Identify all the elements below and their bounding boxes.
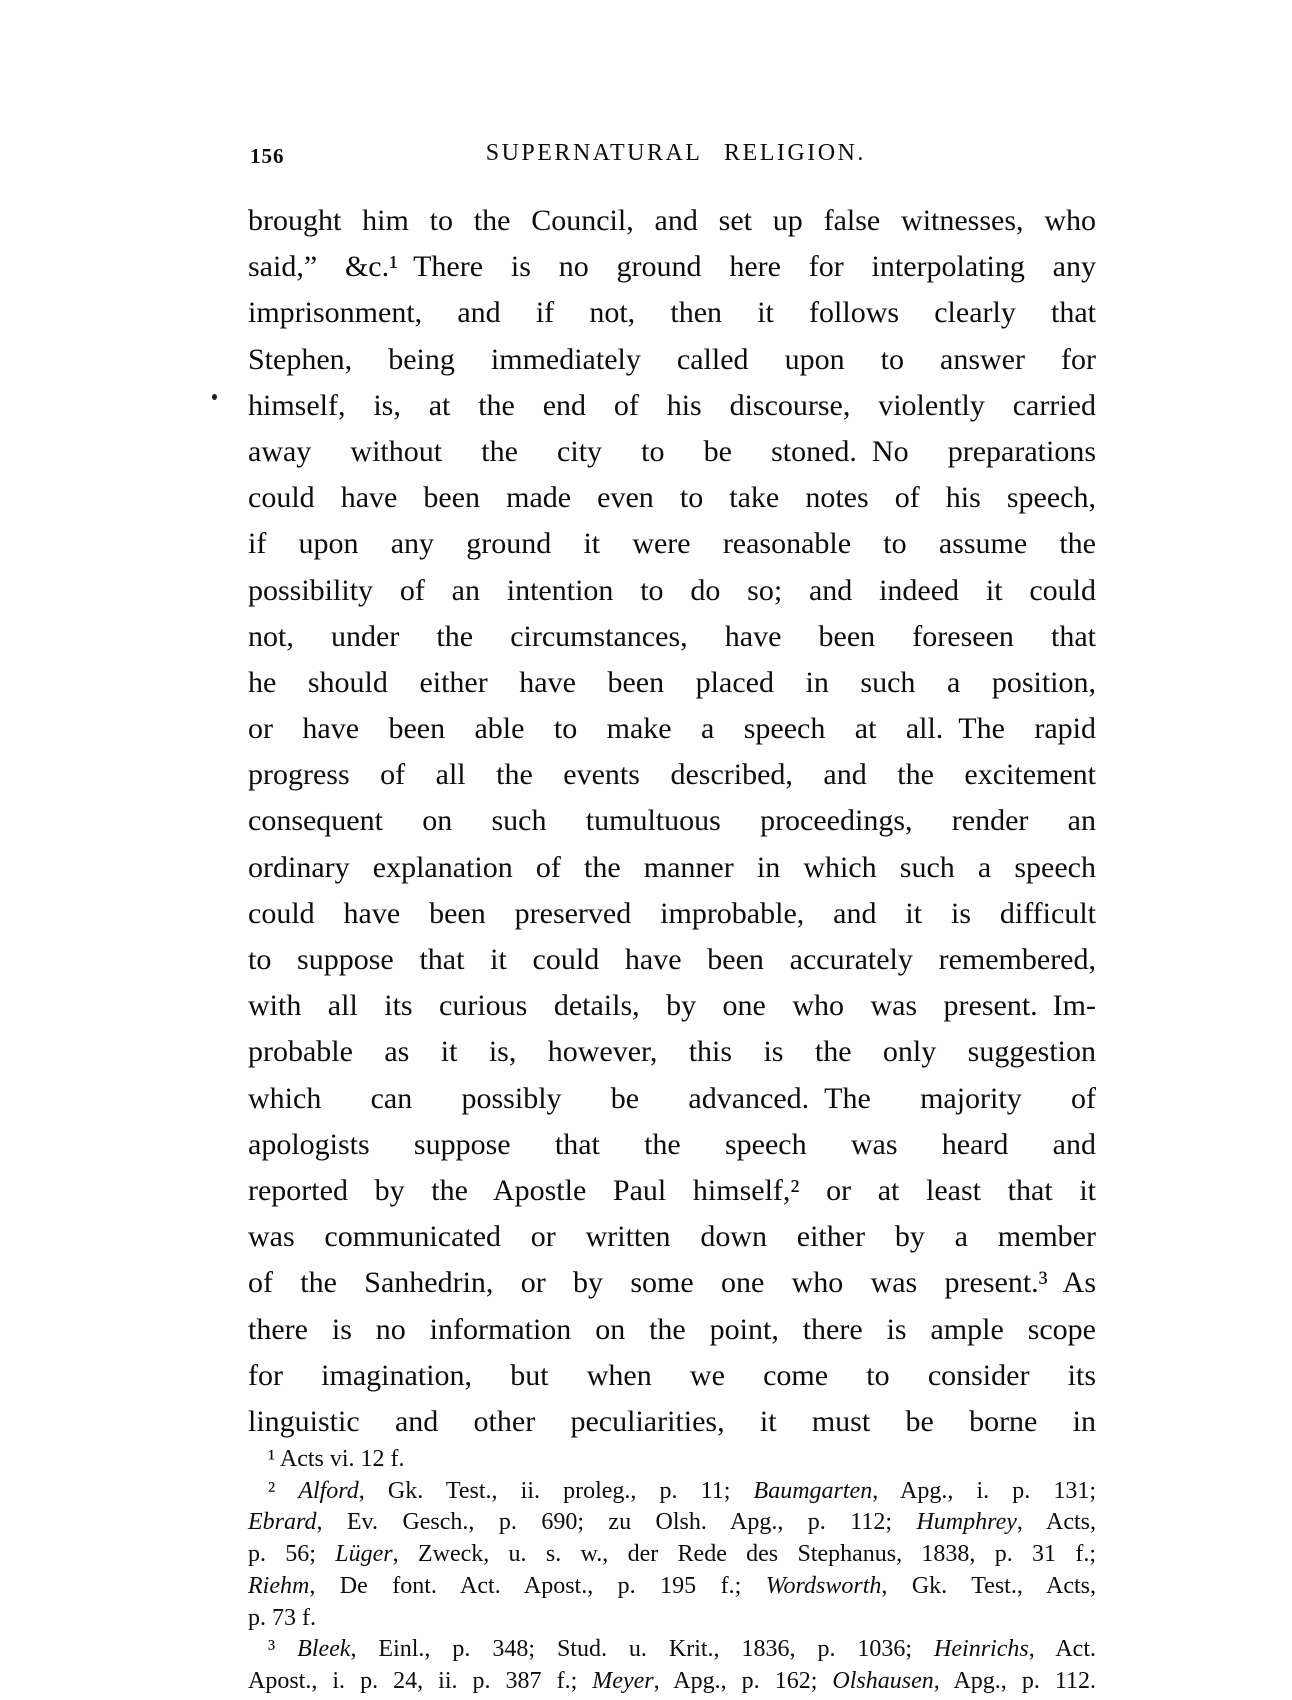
- body-line: said,” &c.¹ There is no ground here for interpolating any: [248, 250, 1096, 284]
- footnotes: [248, 1444, 1096, 1698]
- body-line: he should either have been placed in such a position,: [248, 665, 1096, 699]
- body-line: apologists suppose that the speech was heard and: [248, 1127, 1096, 1161]
- footnote-text: , Gk. Test., Acts,: [881, 1572, 1096, 1599]
- footnote-text: , Ev. Gesch., p. 690; zu Olsh. Apg., p. 112;: [316, 1509, 917, 1536]
- footnote-line: [248, 1666, 1096, 1698]
- footnote-text: , Apg., p. 112.: [933, 1667, 1096, 1694]
- body-line: with all its curious details, by one who was present. Im-: [248, 989, 1096, 1023]
- footnote-line: [248, 1603, 1096, 1635]
- body-line: there is no information on the point, there is ample scope: [248, 1312, 1096, 1346]
- footnote-line: [248, 1476, 1096, 1508]
- body-line: to suppose that it could have been accurately remembered,: [248, 943, 1096, 976]
- footnote-line: [248, 1507, 1096, 1539]
- footnote-text: ¹ Acts vi. 12 f.: [268, 1446, 405, 1472]
- body-line: consequent on such tumultuous proceedings, render an: [248, 804, 1096, 838]
- footnote-author-name: Lüger: [335, 1541, 393, 1568]
- footnote-text: , De font. Act. Apost., p. 195 f.;: [309, 1572, 766, 1599]
- running-head-title: SUPERNATURAL RELIGION.: [485, 140, 866, 166]
- body-line: could have been made even to take notes of his speech,: [248, 481, 1096, 515]
- footnote-author-name: Alford: [298, 1477, 359, 1504]
- footnote-author-name: Humphrey: [916, 1509, 1017, 1536]
- body-line: himself, is, at the end of his discourse, violently carried: [248, 388, 1096, 422]
- body-line: linguistic and other peculiarities, it must be borne in: [248, 1404, 1096, 1438]
- footnote-line: [248, 1539, 1096, 1571]
- footnote-text: ³: [268, 1636, 298, 1663]
- footnote-author-name: Riehm: [248, 1572, 310, 1599]
- footnote-author-name: Baumgarten: [753, 1477, 873, 1504]
- body-line: which can possibly be advanced. The majority of: [248, 1081, 1096, 1115]
- footnote-text: , Apg., i. p. 131;: [872, 1477, 1097, 1504]
- footnote-2: [248, 1476, 1096, 1635]
- footnote-author-name: Bleek: [297, 1636, 351, 1663]
- page-number: 156: [250, 144, 285, 168]
- body-line: of the Sanhedrin, or by some one who was present.³ As: [248, 1266, 1096, 1300]
- body-line: if upon any ground it were reasonable to assume the: [248, 527, 1096, 561]
- body-line: or have been able to make a speech at all. The rapid: [248, 712, 1096, 746]
- body-line: ordinary explanation of the manner in which such a speech: [248, 850, 1096, 884]
- body-line: progress of all the events described, and the excitement: [248, 758, 1096, 792]
- page-header: [248, 140, 1096, 174]
- footnote-text: p. 56;: [248, 1541, 336, 1568]
- body-line: was communicated or written down either by a member: [248, 1220, 1096, 1254]
- footnote-text: p. 73 f.: [248, 1604, 316, 1631]
- footnote-text: , Gk. Test., ii. proleg., p. 11;: [358, 1477, 754, 1504]
- footnote-author-name: Wordsworth: [765, 1572, 882, 1599]
- body-text: [248, 198, 1096, 1445]
- footnote-line: [248, 1634, 1096, 1666]
- footnote-author-name: Ebrard: [248, 1509, 317, 1536]
- body-line: not, under the circumstances, have been foreseen that: [248, 619, 1096, 653]
- footnote-3: [248, 1634, 1096, 1697]
- footnote-author-name: Olshausen: [832, 1667, 934, 1694]
- body-line: Stephen, being immediately called upon to answer for: [248, 342, 1096, 376]
- footnote-text: , Zweck, u. s. w., der Rede des Stephanus, 1838, p. 31 f.;: [392, 1541, 1097, 1568]
- footnote-line: [248, 1444, 1096, 1476]
- body-line: away without the city to be stoned. No preparations: [248, 434, 1096, 468]
- footnote-author-name: Meyer: [592, 1667, 654, 1694]
- body-line: reported by the Apostle Paul himself,² or at least that it: [248, 1173, 1096, 1207]
- footnote-text: , Act.: [1028, 1636, 1096, 1663]
- body-line: imprisonment, and if not, then it follows clearly that: [248, 296, 1096, 330]
- body-line: for imagination, but when we come to consider its: [248, 1358, 1096, 1392]
- footnote-text: ²: [268, 1477, 299, 1504]
- ink-speck: [212, 394, 217, 400]
- body-line: could have been preserved improbable, and it is difficult: [248, 896, 1096, 930]
- footnote-text: , Acts,: [1016, 1509, 1096, 1536]
- footnote-1: [248, 1444, 1096, 1476]
- body-line: possibility of an intention to do so; and indeed it could: [248, 573, 1096, 607]
- footnote-text: , Apg., p. 162;: [653, 1667, 833, 1694]
- body-line: brought him to the Council, and set up false witnesses, who: [248, 204, 1096, 237]
- footnote-line: [248, 1571, 1096, 1603]
- footnote-text: , Einl., p. 348; Stud. u. Krit., 1836, p. 1036;: [350, 1636, 935, 1663]
- footnote-author-name: Heinrichs: [934, 1636, 1029, 1663]
- body-line: probable as it is, however, this is the only suggestion: [248, 1035, 1096, 1069]
- footnote-text: Apost., i. p. 24, ii. p. 387 f.;: [248, 1667, 593, 1694]
